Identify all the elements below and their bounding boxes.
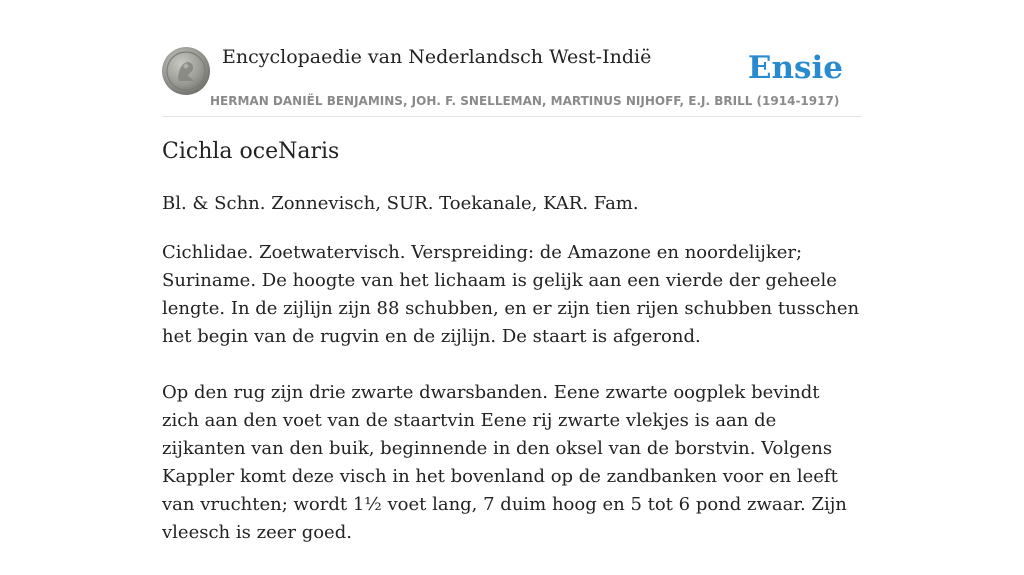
coin-logo-icon[interactable]: [162, 47, 210, 95]
book-authors: HERMAN DANIËL BENJAMINS, JOH. F. SNELLEMAN, MARTINUS NIJHOFF, E.J. BRILL (1914-1917): [210, 94, 840, 108]
entry-paragraph: Cichlidae. Zoetwatervisch. Verspreiding: de Amazone en noordelijker; Suriname. De hoogte van het lichaam is gelijk aan een vierde der geheele lengte. In de zijlijn zijn 88 schubben, en er zijn tien rijen schubben tusschen het begin van de rugvin en de zijlijn. De staart is afgerond.: [162, 242, 860, 347]
page-header: [162, 40, 862, 117]
entry-lead: Bl. & Schn. Zonnevisch, SUR. Toekanale, KAR. Fam.: [162, 193, 639, 214]
brand-logo-text[interactable]: Ensie: [747, 50, 843, 86]
entry-paragraph: Op den rug zijn drie zwarte dwarsbanden. Eene zwarte oogplek bevindt zich aan den voet van de staartvin Eene rij zwarte vlekjes is aan de zijkanten van den buik, beginnende in den oksel van de borstvin. Volgens Kappler komt deze visch in het bovenland op de zandbanken voor en leeft van vruchten; wordt 1½ voet lang, 7 duim hoog en 5 tot 6 pond zwaar. Zijn vleesch is zeer goed.: [162, 382, 847, 543]
entry-body: [162, 239, 862, 575]
entry-title: Cichla oceNaris: [162, 139, 340, 164]
book-title[interactable]: Encyclopaedie van Nederlandsch West-Indië: [222, 46, 652, 68]
